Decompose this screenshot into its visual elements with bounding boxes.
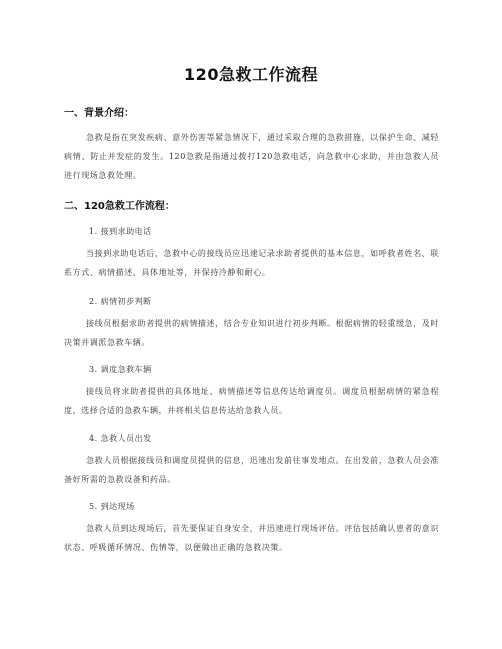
step-label-2: 2. 病情初步判断 bbox=[89, 297, 152, 306]
step-text-5: 急救人员到达现场后，首先要保证自身安全，并迅速进行现场评估。评估包括确认患者的意识状态、呼吸循环情况、伤情等，以便做出正确的急救决策。 bbox=[64, 524, 439, 552]
paragraph-background: 急救是指在突发疾病、意外伤害等紧急情况下，通过采取合理的急救措施，以保护生命、减轻病情、防止并发症的发生。120急救是指通过拨打120急救电话，向急救中心求助，并由急救人员进行现场急救处理。 bbox=[64, 133, 439, 180]
section-heading-workflow: 二、120急救工作流程： bbox=[64, 201, 175, 212]
document-title: 120急救工作流程 bbox=[184, 65, 318, 84]
section-heading-background: 一、背景介绍： bbox=[64, 108, 134, 119]
step-text-3: 接线员将求助者提供的具体地址、病情描述等信息传达给调度员。调度员根据病情的紧急程度，选择合适的急救车辆，并将相关信息传达给急救人员。 bbox=[64, 387, 439, 415]
step-label-3: 3. 调度急救车辆 bbox=[89, 365, 152, 374]
step-label-5: 5. 到达现场 bbox=[89, 502, 135, 511]
step-text-1: 当接到求助电话后，急救中心的接线员应迅速记录求助者提供的基本信息，如呼救者姓名、联系方式、病情描述、具体地址等，并保持冷静和耐心。 bbox=[64, 249, 439, 277]
step-text-4: 急救人员根据接线员和调度员提供的信息，迅速出发前往事发地点。在出发前，急救人员会准备好所需的急救设备和药品。 bbox=[64, 456, 439, 484]
step-label-1: 1. 接到求助电话 bbox=[89, 227, 152, 236]
step-text-2: 接线员根据求助者提供的病情描述，结合专业知识进行初步判断。根据病情的轻重缓急，及时决策并调派急救车辆。 bbox=[64, 319, 439, 347]
step-label-4: 4. 急救人员出发 bbox=[89, 434, 152, 443]
